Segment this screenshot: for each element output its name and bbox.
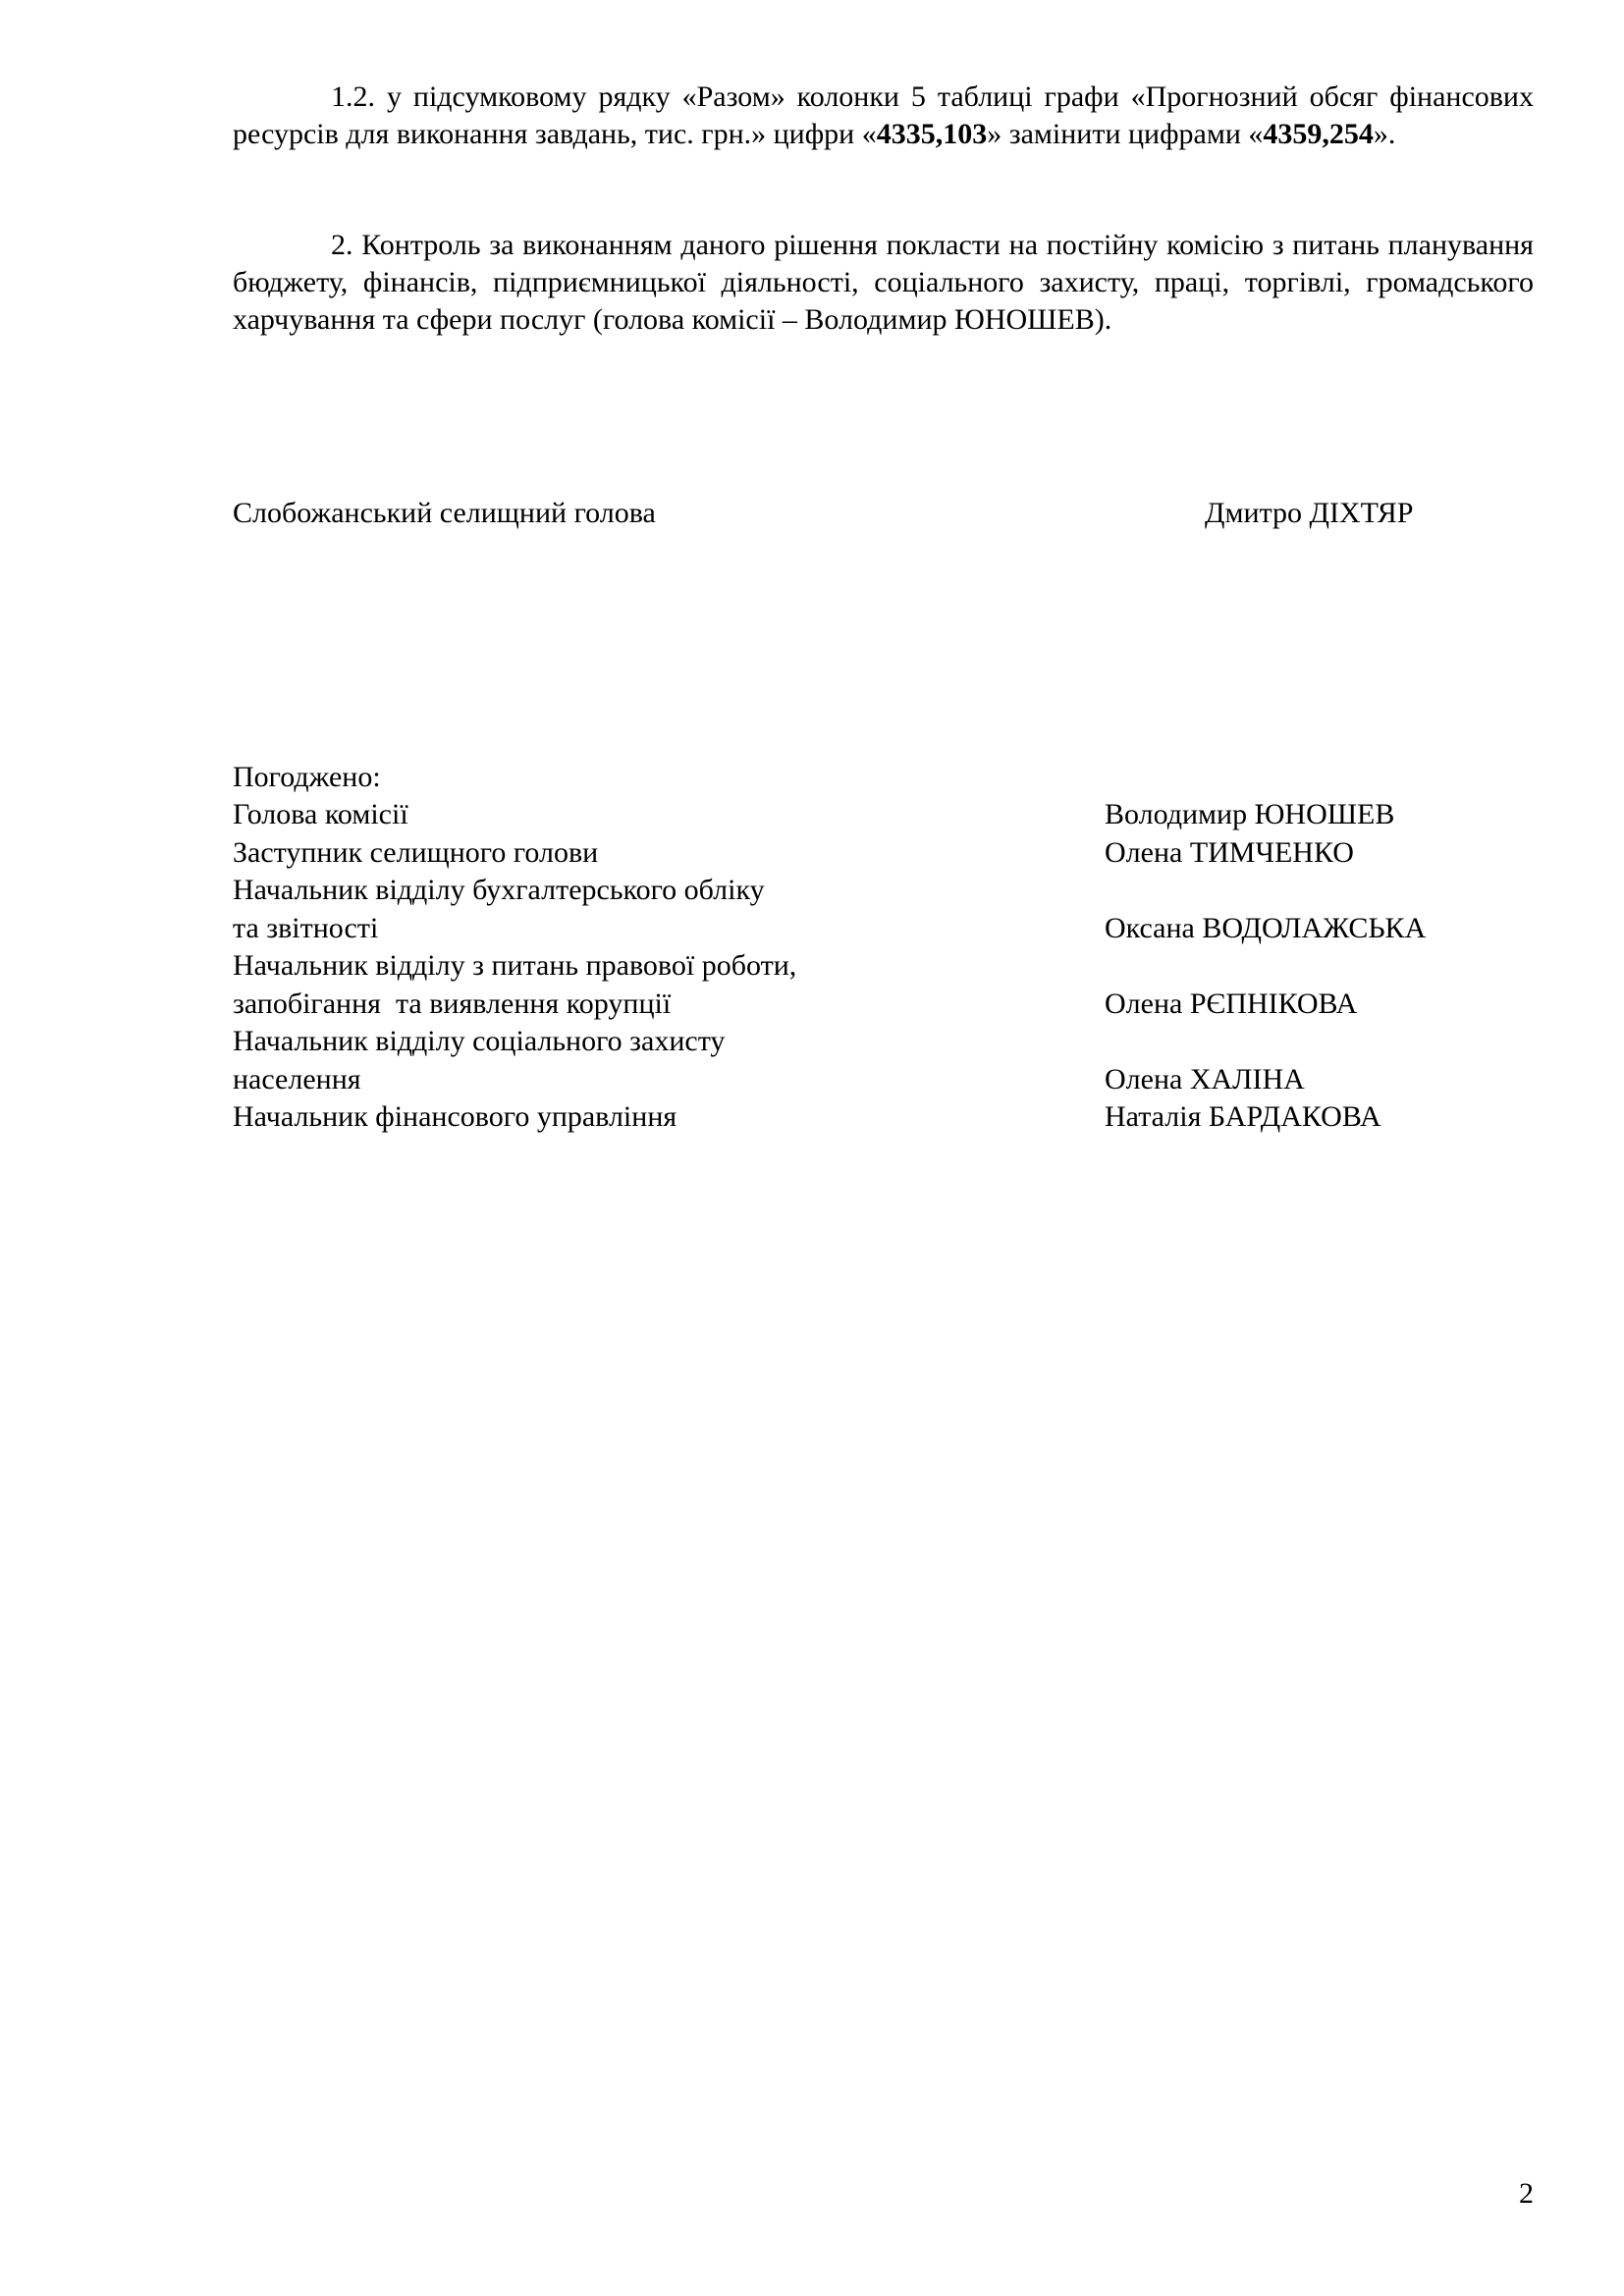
approvals-block xyxy=(233,759,1509,1137)
approval-name: Олена РЄПНІКОВА xyxy=(1105,987,1358,1020)
approval-name: Оксана ВОДОЛАЖСЬКА xyxy=(1105,911,1427,944)
old-amount: 4335,103 xyxy=(876,118,988,150)
paragraph-amendment xyxy=(233,79,1534,153)
new-amount: 4359,254 xyxy=(1263,118,1374,150)
approval-position-line: Голова комісії xyxy=(233,798,408,830)
approval-position-line: Заступник селищного голови xyxy=(233,835,599,869)
paragraph-control: 2. Контроль за виконанням даного рішення покласти на постійну комісію з питань планування бюджету, фінансів, підприємницької діяльності, соціального захисту, праці, торгівлі, громадського харчування та сфери послуг (голова комісії – Володимир ЮНОШЕВ). xyxy=(233,229,1534,336)
paragraph-amendment-text-2: » замінити цифрами « xyxy=(987,118,1264,150)
approval-row xyxy=(233,872,1509,947)
approval-name: Олена ТИМЧЕНКО xyxy=(1105,835,1354,869)
approval-name: Володимир ЮНОШЕВ xyxy=(1105,798,1395,830)
approval-position xyxy=(233,1098,1077,1137)
approval-row xyxy=(233,796,1509,834)
approval-name: Олена ХАЛІНА xyxy=(1105,1062,1305,1095)
approval-position-line: та звітності xyxy=(233,911,379,944)
approvals-heading: Погоджено: xyxy=(233,761,381,793)
paragraph-amendment-text-3: ». xyxy=(1373,118,1396,150)
approval-row xyxy=(233,1023,1509,1098)
approval-row xyxy=(233,947,1509,1023)
approval-position-line: Начальник відділу з питань правової роботи, xyxy=(233,949,797,982)
approval-row xyxy=(233,834,1509,873)
approval-position-line: населення xyxy=(233,1062,361,1095)
approval-position xyxy=(233,872,1077,947)
approval-position xyxy=(233,947,1077,1023)
approval-position-line: Начальник фінансового управління xyxy=(233,1100,677,1133)
approval-position-line: запобігання та виявлення корупції xyxy=(233,987,672,1020)
page-number: 2 xyxy=(1519,2177,1534,2210)
approval-row xyxy=(233,1098,1509,1137)
approval-position-line: Начальник відділу бухгалтерського обліку xyxy=(233,874,765,906)
approval-position xyxy=(233,796,1077,834)
signature-name: Дмитро ДІХТЯР xyxy=(1205,497,1414,529)
paragraph-amendment-text-1: 1.2. у підсумковому рядку «Разом» колонки 5 таблиці графи «Прогнозний обсяг фінансових ресурсів для виконання завдань, тис. грн.» цифри « xyxy=(233,80,1534,150)
approval-name: Наталія БАРДАКОВА xyxy=(1105,1100,1381,1133)
approval-position xyxy=(233,834,1077,873)
approval-position xyxy=(233,1023,1077,1098)
signature-title: Слобожанський селищний голова xyxy=(233,497,656,529)
approval-position-line: Начальник відділу соціального захисту xyxy=(233,1025,726,1057)
